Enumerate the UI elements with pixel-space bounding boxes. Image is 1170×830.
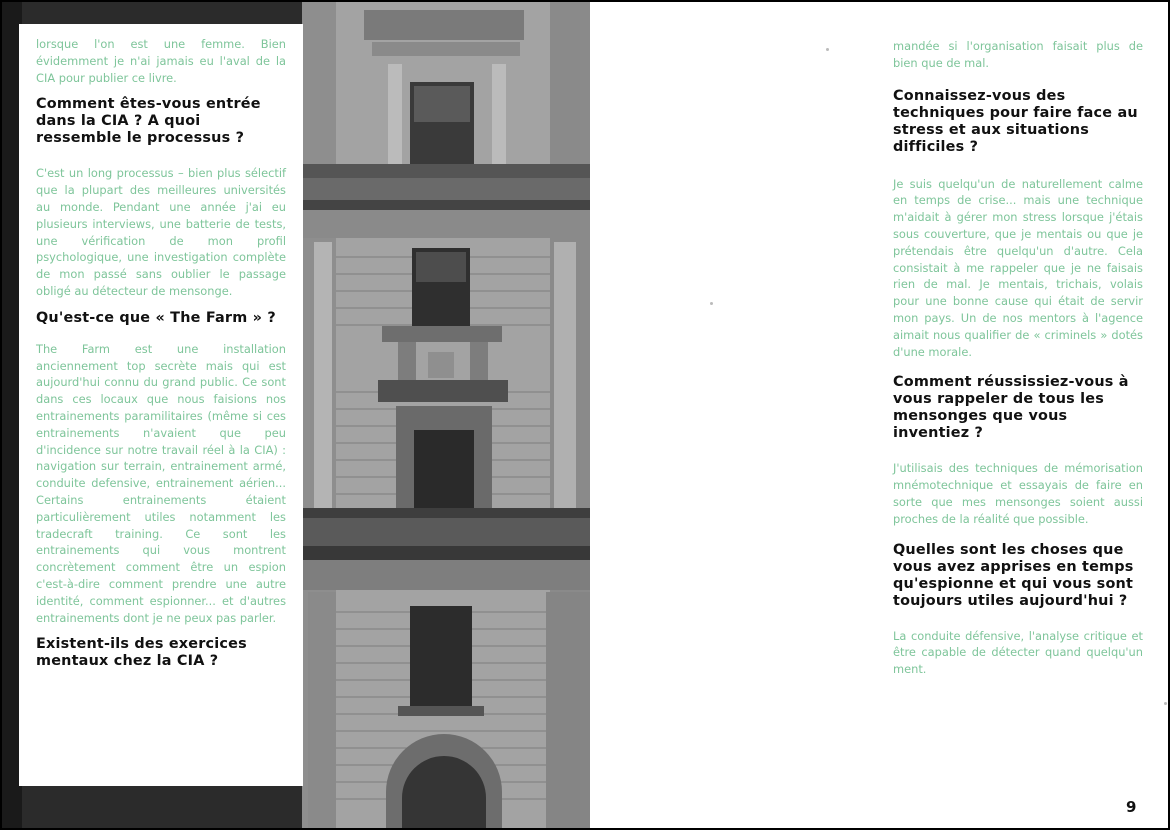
building-photo (2, 2, 590, 828)
scan-speck (710, 302, 713, 305)
right-heading-stress: Connaissez-vous des techniques pour faire face au stress et aux situations difficiles ? (893, 87, 1138, 155)
page-number: 9 (1126, 798, 1137, 816)
left-heading-the-farm: Qu'est-ce que « The Farm » ? (36, 309, 276, 326)
right-heading-lies: Comment réussissiez-vous à vous rappeler de tous les mensonges que vous inventiez ? (893, 374, 1129, 442)
right-text-column (893, 38, 1143, 678)
right-paragraph-intro: mandée si l'organisation faisait plus de bien que de mal. (893, 39, 1143, 70)
left-text-card (19, 24, 303, 786)
facade-drawing (302, 2, 590, 828)
right-paragraph-useful-things: La conduite défensive, l'analyse critique et être capable de détecter quand quelqu'un ment. (893, 628, 1143, 677)
left-paragraph-process: C'est un long processus – bien plus sélectif que la plupart des meilleures universités au monde. Pendant une année j'ai eu plusieurs interviews, une batterie de tests, une vérification de mon profil psychologique, une investigation complète de mon passé sans oublier le passage obligé au détecteur de mensonge. (36, 166, 286, 298)
left-heading-mental-exercises: Existent-ils des exercices mentaux chez la CIA ? (36, 636, 247, 670)
right-paragraph-stress: Je suis quelqu'un de naturellement calme en temps de crise... mais une technique m'aidait à gérer mon stress lorsque j'étais sous couverture, que je mentais ou que je prétendais être quelqu'un d'autre. Cela consistait à me rappeler que je ne faisais rien de mal. Je mentais, trichais, volais pour une bonne cause qui était de servir mon pays. Un de nos mentors à l'agence aimait nous qualifier de « criminels » dotés d'une morale. (893, 176, 1143, 359)
building-facade (302, 2, 590, 828)
right-heading-useful-things: Quelles sont les choses que vous avez apprises en temps qu'espionne et qui vous sont toujours utiles aujourd'hui ? (893, 541, 1134, 609)
scan-speck (1164, 702, 1167, 705)
left-paragraph-farm: The Farm est une installation anciennement top secrète mais qui est aujourd'hui connu du grand public. Ce sont dans ces locaux que nous faisions nos entrainements paramilitaires (même si ces entrainements n'avaient que peu d'incidence sur notre travail réel à la CIA) : navigation sur terrain, entrainement armé, conduite defensive, entrainement aérien... Certains entrainements étaient particulièrement utiles notamment les tradecraft training. Ce sont les entrainements qui vous montrent concrètement comment être un espion c'est-à-dire comment prendre une autre identité, comment espionner... et d'autres entrainements dont je ne peux pas parler. (36, 341, 286, 625)
right-paragraph-lies: J'utilisais des techniques de mémorisation mnémotechnique et essayais de faire en sorte que mes mensonges soient aussi proches de la réalité que possible. (893, 461, 1143, 526)
left-paragraph-intro: lorsque l'on est une femme. Bien évidemment je n'ai jamais eu l'aval de la CIA pour publier ce livre. (36, 37, 286, 85)
scan-speck (826, 48, 829, 51)
left-heading-joining-cia: Comment êtes-vous entrée dans la CIA ? A quoi ressemble le processus ? (36, 96, 261, 147)
right-page (592, 2, 1168, 828)
